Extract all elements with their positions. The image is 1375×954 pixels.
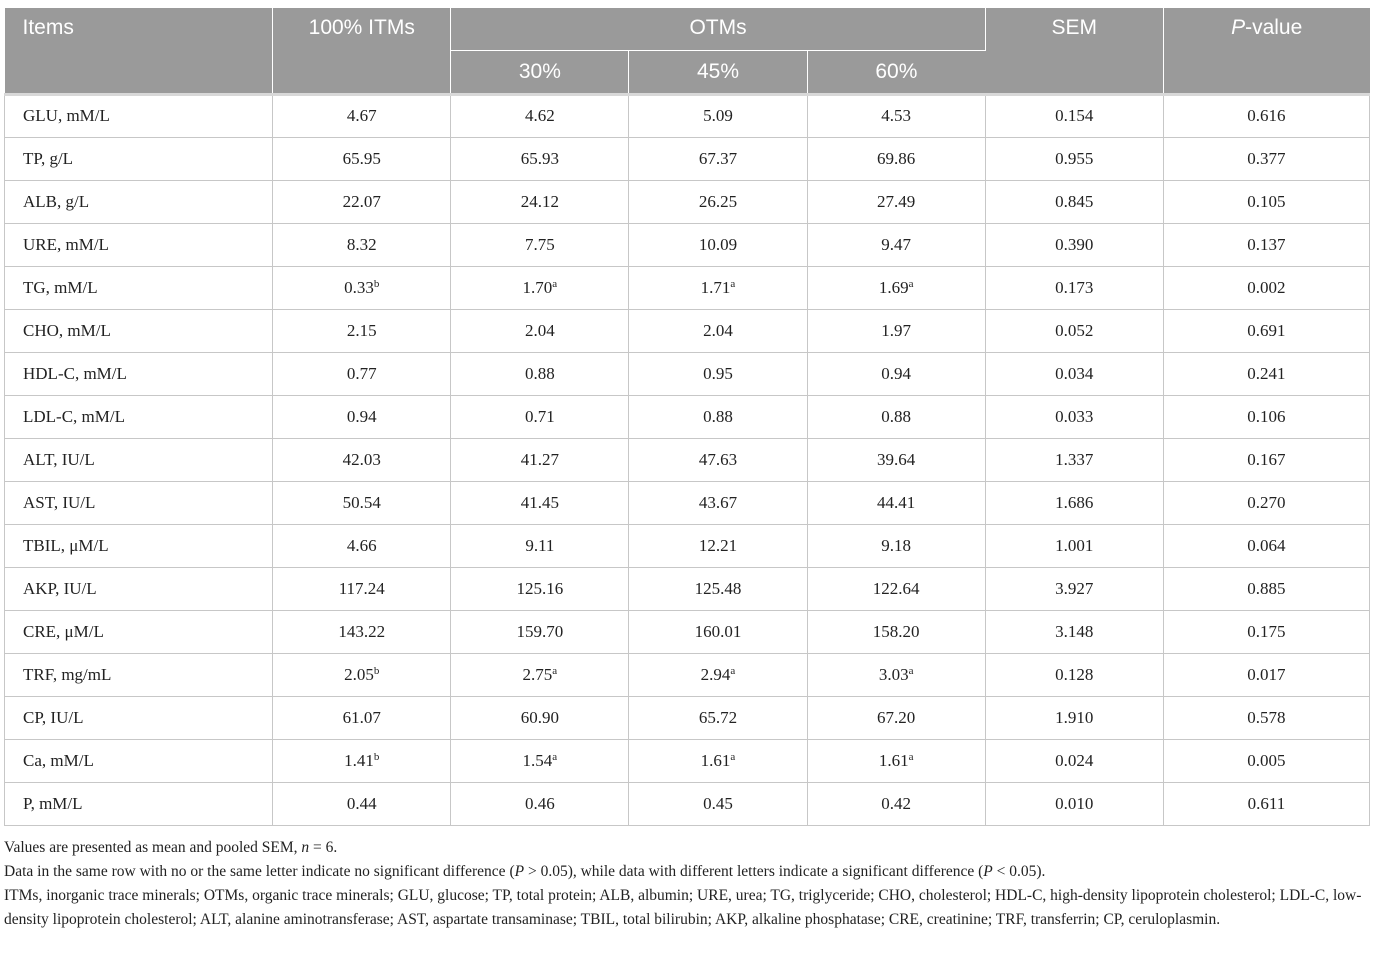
cell-p-value [1163,94,1369,137]
significance-letter: b [373,750,380,763]
cell-otm-30 [451,481,629,524]
cell-p-value-value: 0.017 [1247,664,1286,684]
table-row [5,567,1370,610]
cell-sem-value: 0.010 [1055,793,1094,813]
footnote-1-n: n [301,838,310,856]
footnote-1-end: = 6. [309,838,338,856]
cell-p-value [1163,567,1369,610]
table-row [5,739,1370,782]
cell-sem [985,696,1163,739]
cell-itm [273,94,451,137]
cell-item [5,395,273,438]
cell-item-value: TP, g/L [23,148,74,168]
footnote-1 [4,836,1370,860]
cell-otm-60-value: 1.69 [878,277,909,297]
table-row [5,266,1370,309]
cell-p-value [1163,696,1369,739]
cell-otm-30-value: 159.70 [516,621,564,641]
footnote-2-text-a: Data in the same row with no or the same letter indicate no significant difference ( [4,862,515,880]
significance-letter: a [552,664,558,677]
cell-itm [273,481,451,524]
cell-itm-value: 4.67 [346,106,377,125]
cell-sem [985,524,1163,567]
footnote-3: ITMs, inorganic trace minerals; OTMs, organic trace minerals; GLU, glucose; TP, total protein; ALB, albumin; URE, urea; TG, triglyceride; CHO, cholesterol; HDL-C, high-density lipoprotein cholesterol; LDL-C, low-density lipoprotein cholesterol; ALT, alanine aminotransferase; AST, aspartate transaminase; TBIL, total bilirubin; AKP, alkaline phosphatase; CRE, creatinine; TRF, transferrin; CP, ceruloplasmin. [4,886,1362,928]
cell-otm-45-value: 0.45 [703,793,733,813]
cell-otm-30 [451,567,629,610]
cell-item [5,223,273,266]
table-figure [4,8,1370,932]
cell-otm-60-value: 1.97 [881,320,912,340]
cell-otm-45-value: 10.09 [698,234,738,254]
cell-otm-60-value: 9.18 [881,535,912,555]
cell-otm-30 [451,180,629,223]
cell-otm-30-value: 2.75 [522,664,553,684]
significance-letter: a [552,750,558,763]
cell-item [5,567,273,610]
cell-item-value: TBIL, μM/L [23,535,109,555]
table-row [5,653,1370,696]
cell-sem [985,782,1163,825]
table-footnotes [4,836,1370,932]
cell-otm-30 [451,782,629,825]
cell-otm-30-value: 4.62 [525,106,555,125]
cell-item-value: TG, mM/L [23,277,98,297]
cell-otm-30 [451,309,629,352]
cell-item-value: P, mM/L [23,793,83,813]
cell-otm-45 [629,610,807,653]
cell-sem [985,567,1163,610]
header-sem: SEM [985,8,1163,94]
cell-item-value: AST, IU/L [23,492,96,512]
cell-p-value-value: 0.002 [1247,277,1286,297]
cell-otm-60 [807,137,985,180]
cell-otm-60-value: 27.49 [877,191,916,211]
cell-otm-60 [807,266,985,309]
cell-p-value [1163,266,1369,309]
cell-sem-value: 1.686 [1055,492,1094,512]
cell-otm-60-value: 0.94 [881,363,912,383]
cell-sem [985,739,1163,782]
cell-item [5,653,273,696]
cell-otm-45-value: 1.71 [700,277,731,297]
cell-itm [273,180,451,223]
cell-sem [985,610,1163,653]
cell-itm-value: 4.66 [346,535,377,555]
cell-otm-45-value: 65.72 [698,707,738,727]
cell-item [5,438,273,481]
cell-p-value [1163,653,1369,696]
cell-otm-30 [451,653,629,696]
cell-itm [273,653,451,696]
cell-sem-value: 0.024 [1055,750,1094,770]
cell-item [5,481,273,524]
cell-item [5,782,273,825]
cell-item-value: CRE, μM/L [23,621,104,641]
table-row [5,782,1370,825]
cell-otm-60 [807,438,985,481]
cell-item-value: ALB, g/L [23,191,90,211]
table-row [5,137,1370,180]
table-row [5,438,1370,481]
cell-otm-60 [807,782,985,825]
cell-sem [985,438,1163,481]
cell-sem-value: 0.845 [1055,191,1094,211]
cell-p-value-value: 0.106 [1247,406,1286,426]
cell-otm-60 [807,610,985,653]
header-p-value [1163,8,1369,94]
cell-sem [985,352,1163,395]
cell-itm [273,137,451,180]
cell-item-value: CHO, mM/L [23,320,111,340]
cell-otm-30-value: 125.16 [516,578,564,598]
footnote-2-p2: P [983,862,993,880]
cell-otm-30-value: 0.46 [525,793,555,813]
cell-otm-60-value: 158.20 [872,621,920,641]
cell-otm-45 [629,223,807,266]
cell-otm-60 [807,352,985,395]
cell-otm-30-value: 24.12 [520,191,559,211]
cell-otm-45-value: 43.67 [698,492,738,512]
cell-item [5,309,273,352]
cell-otm-60-value: 3.03 [878,664,909,684]
cell-p-value-value: 0.611 [1247,793,1286,813]
footnote-2 [4,860,1370,884]
table-row [5,696,1370,739]
cell-itm-value: 117.24 [338,578,385,598]
cell-otm-45 [629,438,807,481]
cell-sem-value: 1.001 [1055,535,1094,555]
cell-otm-45-value: 2.94 [700,664,731,684]
cell-otm-60 [807,696,985,739]
cell-otm-30 [451,524,629,567]
cell-itm [273,309,451,352]
cell-otm-60-value: 0.42 [881,793,912,813]
cell-otm-45 [629,309,807,352]
cell-otm-45 [629,739,807,782]
cell-sem-value: 3.148 [1055,621,1094,641]
cell-otm-30 [451,352,629,395]
cell-otm-30 [451,137,629,180]
cell-otm-60-value: 67.20 [877,707,916,727]
cell-otm-60 [807,481,985,524]
cell-otm-45-value: 0.95 [703,363,733,383]
cell-item-value: Ca, mM/L [23,750,94,770]
cell-p-value [1163,180,1369,223]
cell-sem [985,223,1163,266]
cell-otm-45-value: 47.63 [698,449,738,469]
cell-sem [985,137,1163,180]
cell-item [5,180,273,223]
cell-item [5,137,273,180]
cell-otm-60-value: 1.61 [878,750,909,770]
cell-sem-value: 0.173 [1055,277,1094,297]
cell-otm-45-value: 26.25 [698,191,738,211]
significance-letter: a [908,277,914,290]
cell-sem-value: 0.128 [1055,664,1094,684]
cell-p-value [1163,610,1369,653]
cell-otm-60 [807,223,985,266]
cell-itm-value: 8.32 [346,234,377,254]
cell-otm-30 [451,94,629,137]
cell-sem-value: 3.927 [1055,578,1094,598]
cell-sem-value: 0.154 [1055,106,1094,125]
cell-sem-value: 0.034 [1055,363,1094,383]
table-row [5,223,1370,266]
cell-p-value-value: 0.578 [1247,707,1286,727]
significance-letter: a [908,750,914,763]
header-otm-45: 45% [629,50,807,94]
cell-p-value-value: 0.137 [1247,234,1286,254]
cell-otm-45 [629,481,807,524]
cell-otm-45 [629,266,807,309]
cell-otm-60 [807,524,985,567]
cell-otm-45-value: 125.48 [694,578,742,598]
cell-otm-45-value: 12.21 [698,535,738,555]
cell-otm-45 [629,696,807,739]
cell-p-value-value: 0.005 [1247,750,1286,770]
cell-otm-60-value: 9.47 [881,234,912,254]
cell-otm-45-value: 160.01 [694,621,742,641]
cell-otm-60-value: 39.64 [877,449,916,469]
cell-sem-value: 0.955 [1055,148,1094,168]
cell-itm [273,524,451,567]
cell-sem [985,481,1163,524]
cell-sem-value: 0.033 [1055,406,1094,426]
cell-itm-value: 50.54 [342,492,381,512]
significance-letter: a [730,664,736,677]
footnote-1-text: Values are presented as mean and pooled SEM, [4,838,302,856]
cell-p-value [1163,137,1369,180]
cell-itm-value: 1.41 [344,750,374,770]
cell-item [5,94,273,137]
cell-itm [273,610,451,653]
cell-sem-value: 1.337 [1055,449,1094,469]
cell-itm [273,739,451,782]
cell-itm [273,352,451,395]
cell-p-value-value: 0.885 [1247,578,1286,598]
cell-otm-60-value: 4.53 [881,106,912,125]
cell-otm-60 [807,395,985,438]
cell-item-value: CP, IU/L [23,707,84,727]
significance-letter: a [908,664,914,677]
cell-otm-30-value: 1.54 [522,750,553,770]
cell-itm-value: 2.05 [344,664,374,684]
cell-otm-45-value: 67.37 [698,148,738,168]
cell-otm-60-value: 69.86 [877,148,916,168]
cell-sem-value: 1.910 [1055,707,1094,727]
table-row [5,610,1370,653]
data-table [4,8,1370,826]
cell-item-value: TRF, mg/mL [23,664,112,684]
cell-otm-30-value: 7.75 [525,234,555,254]
cell-otm-30 [451,739,629,782]
cell-otm-45 [629,395,807,438]
cell-itm [273,696,451,739]
cell-p-value [1163,395,1369,438]
cell-p-value [1163,739,1369,782]
footnote-2-p1: P [514,862,525,880]
cell-otm-30-value: 65.93 [520,148,559,168]
header-otm-60: 60% [807,50,985,94]
cell-otm-30 [451,395,629,438]
cell-itm-value: 0.44 [346,793,377,813]
table-body [5,94,1370,825]
cell-otm-60 [807,94,985,137]
cell-itm-value: 143.22 [338,621,386,641]
cell-item [5,524,273,567]
cell-p-value-value: 0.616 [1247,106,1286,125]
cell-p-value [1163,309,1369,352]
cell-p-value [1163,782,1369,825]
cell-otm-30-value: 2.04 [525,320,555,340]
cell-otm-45 [629,653,807,696]
cell-item [5,610,273,653]
cell-otm-30-value: 1.70 [522,277,553,297]
cell-p-value [1163,524,1369,567]
table-row [5,481,1370,524]
cell-item-value: HDL-C, mM/L [23,363,127,383]
cell-item [5,266,273,309]
cell-otm-60 [807,653,985,696]
table-row [5,352,1370,395]
cell-otm-30-value: 41.45 [520,492,559,512]
cell-itm [273,438,451,481]
cell-itm-value: 0.33 [344,277,374,297]
header-items: Items [5,8,273,94]
cell-otm-60-value: 122.64 [872,578,920,598]
cell-otm-30-value: 0.71 [525,406,555,426]
cell-otm-45-value: 0.88 [703,406,733,426]
cell-item-value: GLU, mM/L [23,106,110,125]
cell-otm-45-value: 5.09 [703,106,733,125]
cell-p-value-value: 0.064 [1247,535,1286,555]
table-row [5,524,1370,567]
cell-otm-30 [451,610,629,653]
cell-otm-30 [451,266,629,309]
header-p-suffix: -value [1245,16,1303,39]
cell-item-value: AKP, IU/L [23,578,97,598]
cell-sem [985,180,1163,223]
cell-itm [273,223,451,266]
cell-otm-60-value: 0.88 [881,406,912,426]
cell-itm-value: 61.07 [342,707,381,727]
cell-itm-value: 2.15 [346,320,377,340]
cell-itm-value: 0.77 [346,363,377,383]
cell-otm-30 [451,696,629,739]
cell-otm-45-value: 1.61 [700,750,731,770]
cell-otm-45 [629,352,807,395]
cell-itm-value: 65.95 [342,148,381,168]
cell-otm-45 [629,137,807,180]
cell-otm-45 [629,782,807,825]
table-row [5,309,1370,352]
footnote-2-text-b: > 0.05), while data with different letters indicate a significant difference ( [524,862,984,880]
cell-otm-60 [807,309,985,352]
cell-p-value [1163,223,1369,266]
cell-otm-30-value: 9.11 [525,535,555,555]
table-header [5,8,1370,94]
cell-sem-value: 0.052 [1055,320,1094,340]
cell-sem [985,653,1163,696]
cell-itm-value: 0.94 [346,406,377,426]
cell-otm-45 [629,180,807,223]
cell-otm-30 [451,438,629,481]
cell-p-value-value: 0.241 [1247,363,1286,383]
cell-itm [273,567,451,610]
cell-sem [985,266,1163,309]
significance-letter: a [730,277,736,290]
cell-p-value-value: 0.270 [1247,492,1286,512]
cell-otm-45-value: 2.04 [703,320,733,340]
header-otm-30: 30% [451,50,629,94]
cell-otm-45 [629,524,807,567]
cell-p-value-value: 0.175 [1247,621,1286,641]
significance-letter: a [552,277,558,290]
cell-otm-30-value: 41.27 [520,449,559,469]
cell-otm-60 [807,739,985,782]
table-row [5,94,1370,137]
cell-itm [273,395,451,438]
cell-sem [985,309,1163,352]
significance-letter: b [373,277,380,290]
cell-item [5,352,273,395]
cell-p-value-value: 0.691 [1247,320,1286,340]
cell-item [5,739,273,782]
header-itms: 100% ITMs [273,8,451,94]
cell-otm-60-value: 44.41 [877,492,916,512]
cell-p-value-value: 0.105 [1247,191,1286,211]
cell-sem [985,395,1163,438]
cell-itm-value: 22.07 [342,191,381,211]
table-row [5,395,1370,438]
cell-item-value: LDL-C, mM/L [23,406,125,426]
cell-item-value: URE, mM/L [23,234,109,254]
cell-sem-value: 0.390 [1055,234,1094,254]
cell-otm-45 [629,94,807,137]
cell-p-value-value: 0.167 [1247,449,1286,469]
cell-sem [985,94,1163,137]
header-p-letter: P [1231,16,1246,39]
significance-letter: b [373,664,380,677]
significance-letter: a [730,750,736,763]
cell-itm-value: 42.03 [342,449,381,469]
cell-p-value-value: 0.377 [1247,148,1286,168]
cell-otm-30-value: 0.88 [525,363,555,383]
footnote-2-text-c: < 0.05). [992,862,1046,880]
cell-itm [273,782,451,825]
cell-p-value [1163,481,1369,524]
header-otms: OTMs [451,8,985,50]
cell-p-value [1163,352,1369,395]
cell-p-value [1163,438,1369,481]
cell-otm-30 [451,223,629,266]
cell-item-value: ALT, IU/L [23,449,95,469]
cell-otm-45 [629,567,807,610]
cell-otm-60 [807,180,985,223]
cell-itm [273,266,451,309]
cell-item [5,696,273,739]
cell-otm-60 [807,567,985,610]
table-row [5,180,1370,223]
cell-otm-30-value: 60.90 [520,707,559,727]
